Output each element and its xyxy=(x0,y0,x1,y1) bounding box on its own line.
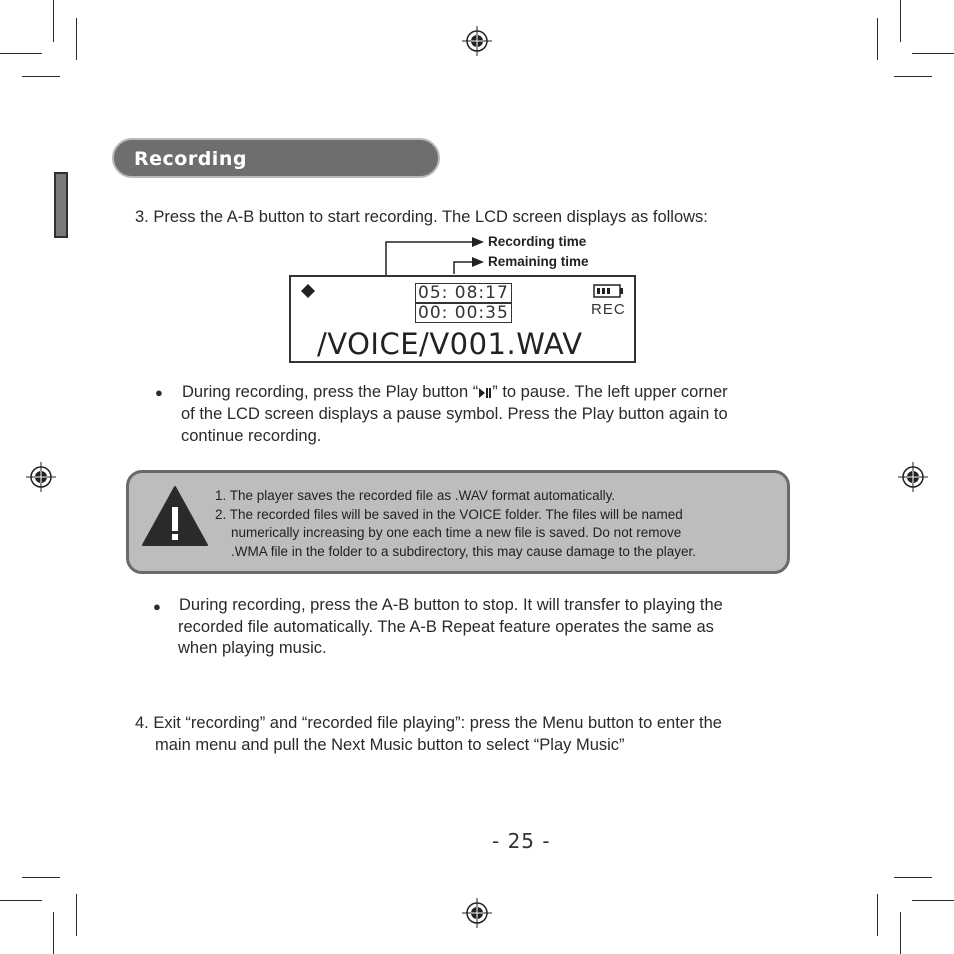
bullet-1-line-1 xyxy=(182,381,728,403)
page-number: - 25 - xyxy=(492,829,551,853)
step-3-text: 3. Press the A-B button to start recording. The LCD screen displays as follows: xyxy=(135,208,708,226)
crop-mark xyxy=(0,53,42,54)
section-title: Recording xyxy=(134,148,247,170)
crop-mark xyxy=(0,900,42,901)
crop-mark xyxy=(894,76,932,77)
registration-mark-icon xyxy=(462,898,492,928)
bullet-2-line-1: During recording, press the A-B button to stop. It will transfer to playing the xyxy=(179,596,723,614)
notice-line-3: numerically increasing by one each time a new file is saved. Do not remove xyxy=(231,525,682,540)
file-path: /VOICE/V001.WAV xyxy=(317,327,583,361)
crop-mark xyxy=(912,900,954,901)
crop-mark xyxy=(53,0,54,42)
notice-box xyxy=(126,470,790,574)
crop-mark xyxy=(22,76,60,77)
remaining-time-value: 00: 00:35 xyxy=(415,303,512,323)
remaining-time-callout: Remaining time xyxy=(488,254,589,269)
registration-mark-icon xyxy=(26,462,56,492)
registration-mark-icon xyxy=(898,462,928,492)
section-side-tab xyxy=(54,172,68,238)
rec-status: REC xyxy=(591,301,626,318)
recording-time-callout: Recording time xyxy=(488,234,587,249)
bullet-icon: ● xyxy=(153,599,161,614)
bullet-2-line-2: recorded file automatically. The A-B Repeat feature operates the same as xyxy=(178,618,714,636)
bullet-1-line-3: continue recording. xyxy=(181,427,322,445)
bullet-1-text-b: ” to pause. The left upper corner xyxy=(492,383,728,401)
notice-line-1: 1. The player saves the recorded file as .WAV format automatically. xyxy=(215,488,616,503)
lcd-screen xyxy=(289,275,636,363)
crop-mark xyxy=(76,894,77,936)
warning-icon xyxy=(141,485,209,547)
crop-mark xyxy=(894,877,932,878)
notice-line-4: .WMA file in the folder to a subdirectory, this may cause damage to the player. xyxy=(231,544,696,559)
step-4-line-1: 4. Exit “recording” and “recorded file playing”: press the Menu button to enter the xyxy=(135,714,722,732)
step-4-line-2: main menu and pull the Next Music button to select “Play Music” xyxy=(155,736,625,754)
crop-mark xyxy=(877,894,878,936)
crop-mark xyxy=(76,18,77,60)
crop-mark xyxy=(900,0,901,42)
notice-line-2: 2. The recorded files will be saved in the VOICE folder. The files will be named xyxy=(215,507,683,522)
battery-icon xyxy=(593,284,625,298)
bullet-2-line-3: when playing music. xyxy=(178,639,327,657)
play-pause-icon xyxy=(479,388,491,398)
crop-mark xyxy=(877,18,878,60)
crop-mark xyxy=(912,53,954,54)
bullet-icon: ● xyxy=(155,385,163,400)
section-header xyxy=(112,138,440,178)
diamond-icon xyxy=(301,284,315,298)
recording-time-value: 05: 08:17 xyxy=(415,283,512,303)
bullet-1-line-2: of the LCD screen displays a pause symbol. Press the Play button again to xyxy=(181,405,728,423)
registration-mark-icon xyxy=(462,26,492,56)
crop-mark xyxy=(900,912,901,954)
bullet-1-text-a: During recording, press the Play button “ xyxy=(182,383,479,401)
crop-mark xyxy=(53,912,54,954)
crop-mark xyxy=(22,877,60,878)
